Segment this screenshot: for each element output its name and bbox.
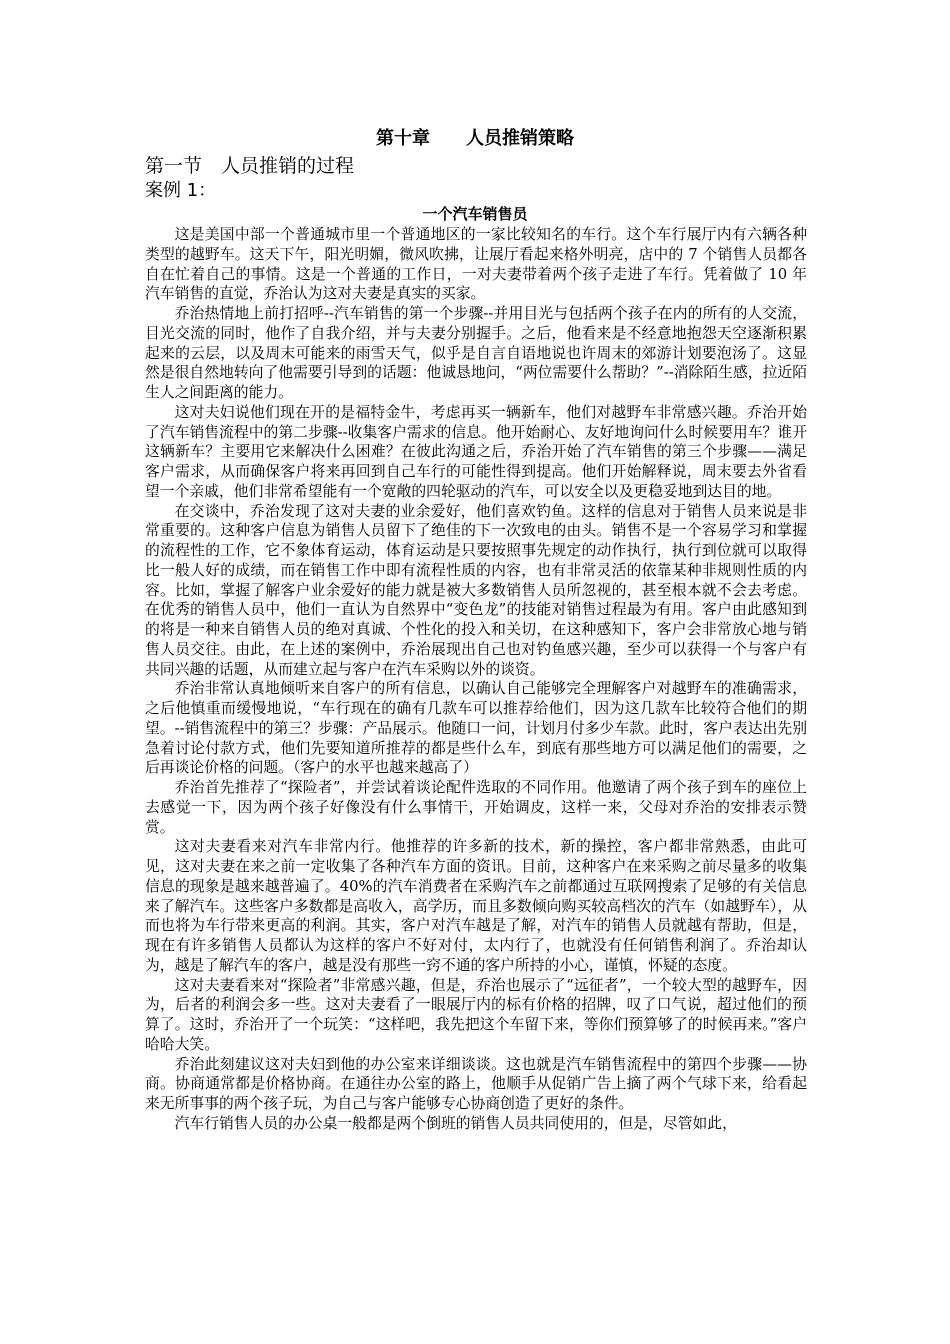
paragraph: 乔治非常认真地倾听来自客户的所有信息，以确认自己能够完全理解客户对越野车的准确需求，之后他慎重而缓慢地说，“车行现在的确有几款车可以推荐给他们，因为这几款车比较符合他们的期望。--销售流程中的第三？步骤：产品展示。他随口一问，计划月付多少车款。此时，客户表达出先别急着讨论付款方式，他们先要知道所推荐的都是些什么车，到底有那些地方可以满足他们的需要，之后再谈论价格的问题。（客户的水平也越来越高了） — [145, 680, 807, 777]
paragraph: 乔治热情地上前打招呼--汽车销售的第一个步骤--并用目光与包括两个孩子在内的所有的人交流，目光交流的同时，他作了自我介绍，并与夫妻分别握手。之后，他看来是不经意地抱怨天空逐渐积累起来的云层，以及周末可能来的雨雪天气，似乎是自言自语地说也许周末的郊游计划要泡汤了。这显然是很自然地转向了他需要引导到的话题：他诚恳地问，“两位需要什么帮助？”--消除陌生感，拉近陌生人之间距离的能力。 — [145, 305, 807, 401]
chapter-title: 第十章 人员推销策略 — [376, 128, 574, 149]
paragraph: 汽车行销售人员的办公桌一般都是两个倒班的销售人员共同使用的，但是，尽管如此， — [174, 1114, 737, 1132]
paragraph: 这对夫妻看来对“探险者”非常感兴趣，但是，乔治也展示了“远征者”，一个较大型的越野车，因为，后者的利润会多一些。这对夫妻看了一眼展厅内的标有价格的招牌，叹了口气说，超过他们的预算了。这时，乔治开了一个玩笑：“这样吧，我先把这个车留下来，等你们预算够了的时候再来。”客户哈哈大笑。 — [145, 976, 807, 1053]
paragraph: 这是美国中部一个普通城市里一个普通地区的一家比较知名的车行。这个车行展厅内有六辆各种类型的越野车。这天下午，阳光明媚，微风吹拂，让展厅看起来格外明亮，店中的 7 个销售人员都各自在忙着自己的事情。这是一个普通的工作日，一对夫妻带着两个孩子走进了车行。凭着做了 10 年汽车销售的直觉，乔治认为这对夫妻是真实的买家。 — [145, 226, 807, 303]
paragraph: 这对夫妇说他们现在开的是福特金牛，考虑再买一辆新车，他们对越野车非常感兴趣。乔治开始了汽车销售流程中的第二步骤--收集客户需求的信息。他开始耐心、友好地询问什么时候要用车？谁开这辆新车？主要用它来解决什么困难？在彼此沟通之后，乔治开始了汽车销售的第三个步骤——满足客户需求，从而确保客户将来再回到自己车行的可能性得到提高。他们开始解释说，周末要去外省看望一个亲戚，他们非常希望能有一个宽敞的四轮驱动的汽车，可以安全以及更稳妥地到达目的地。 — [145, 403, 807, 500]
paragraph: 乔治此刻建议这对夫妇到他的办公室来详细谈谈。这也就是汽车销售流程中的第四个步骤——协商。协商通常都是价格协商。在通往办公室的路上，他顺手从促销广告上摘了两个气球下来，给看起来无所事事的两个孩子玩，为自己与客户能够专心协商创造了更好的条件。 — [145, 1055, 807, 1112]
paragraph: 在交谈中，乔治发现了这对夫妻的业余爱好，他们喜欢钓鱼。这样的信息对于销售人员来说是非常重要的。这种客户信息为销售人员留下了绝佳的下一次致电的由头。销售不是一个容易学习和掌握的流程性的工作，它不象体育运动，体育运动是只要按照事先规定的动作执行，执行到位就可以取得比一般人好的成绩，而在销售工作中即有流程性质的内容，也有非常灵活的依靠某种非规则性质的内容。比如，掌握了解客户业余爱好的能力就是被大多数销售人员所忽视的，甚至根本就不会去考虑。在优秀的销售人员中，他们一直认为自然界中“变色龙”的技能对销售过程最为有用。客户由此感知到的将是一种来自销售人员的绝对真诚、个性化的投入和关切，在这种感知下，客户会非常放心地与销售人员交往。由此，在上述的案例中，乔治展现出自己也对钓鱼感兴趣，至少可以获得一个与客户有共同兴趣的话题，从而建立起与客户在汽车采购以外的谈资。 — [145, 502, 807, 678]
article-title: 一个汽车销售员 — [422, 205, 528, 223]
case-label: 案例 1： — [145, 180, 217, 201]
paragraph: 这对夫妻看来对汽车非常内行。他推荐的许多新的技术，新的操控，客户都非常熟悉，由此可见，这对夫妻在来之前一定收集了各种汽车方面的资讯。目前，这种客户在来采购之前尽量多的收集信息的现象是越来越普遍了。40%的汽车消费者在采购汽车之前都通过互联网搜索了足够的有关信息来了解汽车。这些客户多数都是高收入，高学历，而且多数倾向购买较高档次的汽车（如越野车），从而也将为车行带来更高的利润。其实，客户对汽车越是了解，对汽车的销售人员就越有帮助，但是，现在有许多销售人员都认为这样的客户不好对付，太内行了，也就没有任何销售利润了。乔治却认为，越是了解汽车的客户，越是没有那些一窍不通的客户所持的小心，谨慎，怀疑的态度。 — [145, 838, 807, 974]
section-title: 第一节 人员推销的过程 — [145, 155, 355, 177]
paragraph: 乔治首先推荐了“探险者”，并尝试着谈论配件选取的不同作用。他邀请了两个孩子到车的座位上去感觉一下，因为两个孩子好像没有什么事情干，开始调皮，这样一来，父母对乔治的安排表示赞赏。 — [145, 779, 807, 836]
article-body — [145, 225, 807, 1134]
